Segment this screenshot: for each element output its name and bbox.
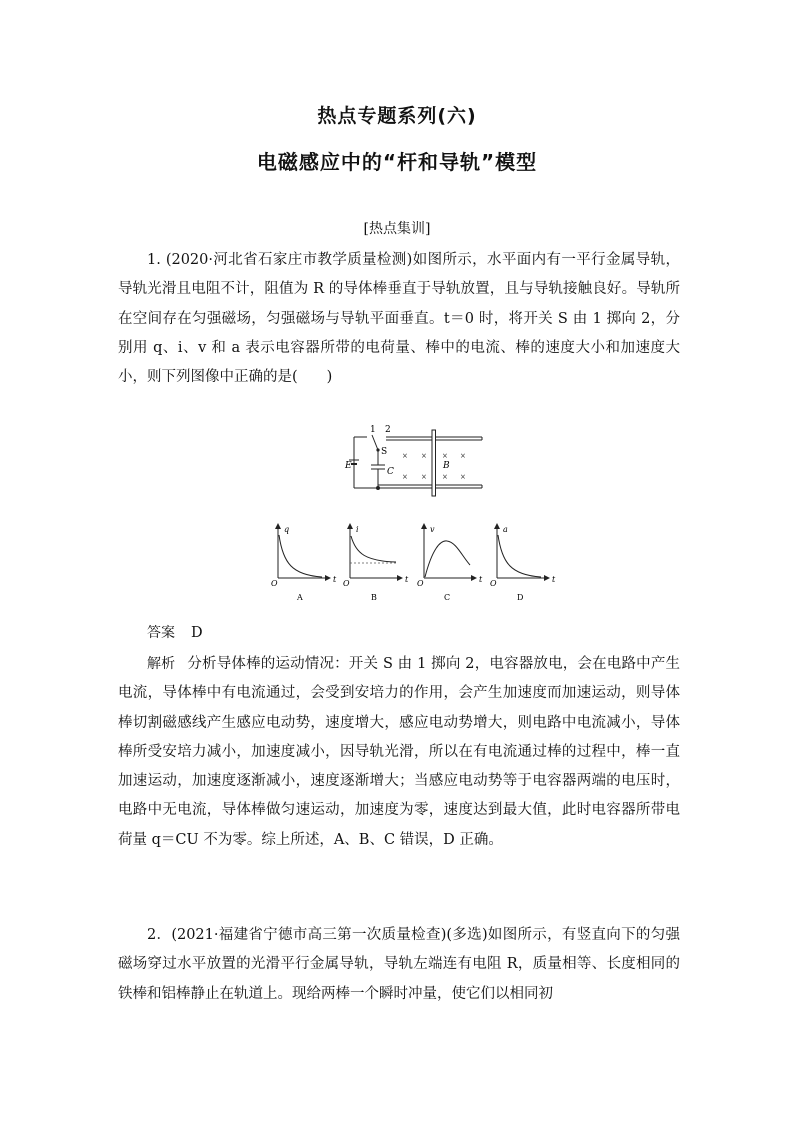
graph-d-letter: D (517, 593, 524, 602)
circuit-diagram (340, 422, 490, 497)
field-cross: × (460, 473, 466, 481)
graph-d-xlabel: t (552, 575, 556, 584)
option-graphs (262, 518, 562, 608)
answer-label: 答案 (147, 625, 175, 641)
question-1-text: 1. (2020·河北省石家庄市教学质量检测)如图所示，水平面内有一平行金属导轨，导轨光滑且电阻不计，阻值为 R 的导体棒垂直于导轨放置，且与导轨接触良好。导轨所在空间存在匀强磁场，匀强磁场与导轨平面垂直。t＝0 时，将开关 S 由 1 掷向 2，分别用 q、i、v 和 a 表示电容器所带的电荷量、棒中的电流、棒的速度大小和加速度大小，则下列图像中正确的是( ) (118, 252, 680, 386)
graph-a-origin: O (271, 579, 278, 588)
analysis-label: 解析 (147, 656, 176, 672)
graph-b-letter: B (371, 593, 377, 602)
page-title: 热点专题系列(六) (317, 105, 477, 127)
field-label: B (443, 461, 450, 471)
graph-c-xlabel: t (479, 575, 483, 584)
emf-label: E (345, 461, 352, 471)
field-cross: × (442, 452, 448, 460)
page-subtitle: 电磁感应中的“杆和导轨”模型 (256, 150, 538, 174)
capacitor-label: C (387, 467, 394, 477)
answer-line (147, 619, 203, 648)
graph-a-xlabel: t (333, 575, 337, 584)
graph-b (343, 524, 409, 602)
answer-value: D (191, 625, 203, 641)
field-cross: × (402, 452, 408, 460)
field-cross: × (421, 473, 427, 481)
graph-b-origin: O (343, 579, 350, 588)
section-heading: [热点集训] (363, 221, 431, 237)
graph-b-ylabel: i (356, 525, 359, 534)
graph-c-letter: C (444, 593, 451, 602)
graph-d-ylabel: a (503, 525, 508, 534)
graph-d (490, 524, 556, 602)
field-cross: × (421, 452, 427, 460)
analysis-paragraph (118, 650, 680, 855)
graph-a-letter: A (297, 593, 303, 602)
graph-d-origin: O (490, 579, 497, 588)
field-cross: × (402, 473, 408, 481)
question-2-text: 2．(2021·福建省宁德市高三第一次质量检查)(多选)如图所示，有竖直向下的匀强磁场穿过水平放置的光滑平行金属导轨，导轨左端连有电阻 R，质量相等、长度相同的铁棒和铝棒静止在轨道上。现给两棒一个瞬时冲量，使它们以相同初 (118, 927, 680, 1002)
graph-c-origin: O (417, 579, 424, 588)
field-cross: × (442, 473, 448, 481)
switch-pos-1-label: 1 (370, 425, 376, 435)
graph-b-xlabel: t (405, 575, 409, 584)
analysis-text: 分析导体棒的运动情况：开关 S 由 1 掷向 2，电容器放电，会在电路中产生电流，导体棒中有电流通过，会受到安培力的作用，会产生加速度而加速运动，则导体棒切割磁感线产生感应电动势，速度增大，感应电动势增大，则电路中电流减小，导体棒所受安培力减小，加速度减小，因导轨光滑，所以在有电流通过棒的过程中，棒一直加速运动，加速度逐渐减小，速度逐渐增大；当感应电动势等于电容器两端的电压时，电路中无电流，导体棒做匀速运动，加速度为零，速度达到最大值，此时电容器所带电荷量 q＝CU 不为零。综上所述，A、B、C 错误，D 正确。 (118, 656, 680, 848)
graph-a (271, 524, 337, 602)
field-cross: × (460, 452, 466, 460)
graph-c-ylabel: v (430, 525, 435, 534)
graph-a-ylabel: q (284, 525, 290, 534)
switch-label: S (381, 447, 388, 457)
switch-pos-2-label: 2 (385, 425, 391, 435)
graph-c (417, 524, 483, 602)
